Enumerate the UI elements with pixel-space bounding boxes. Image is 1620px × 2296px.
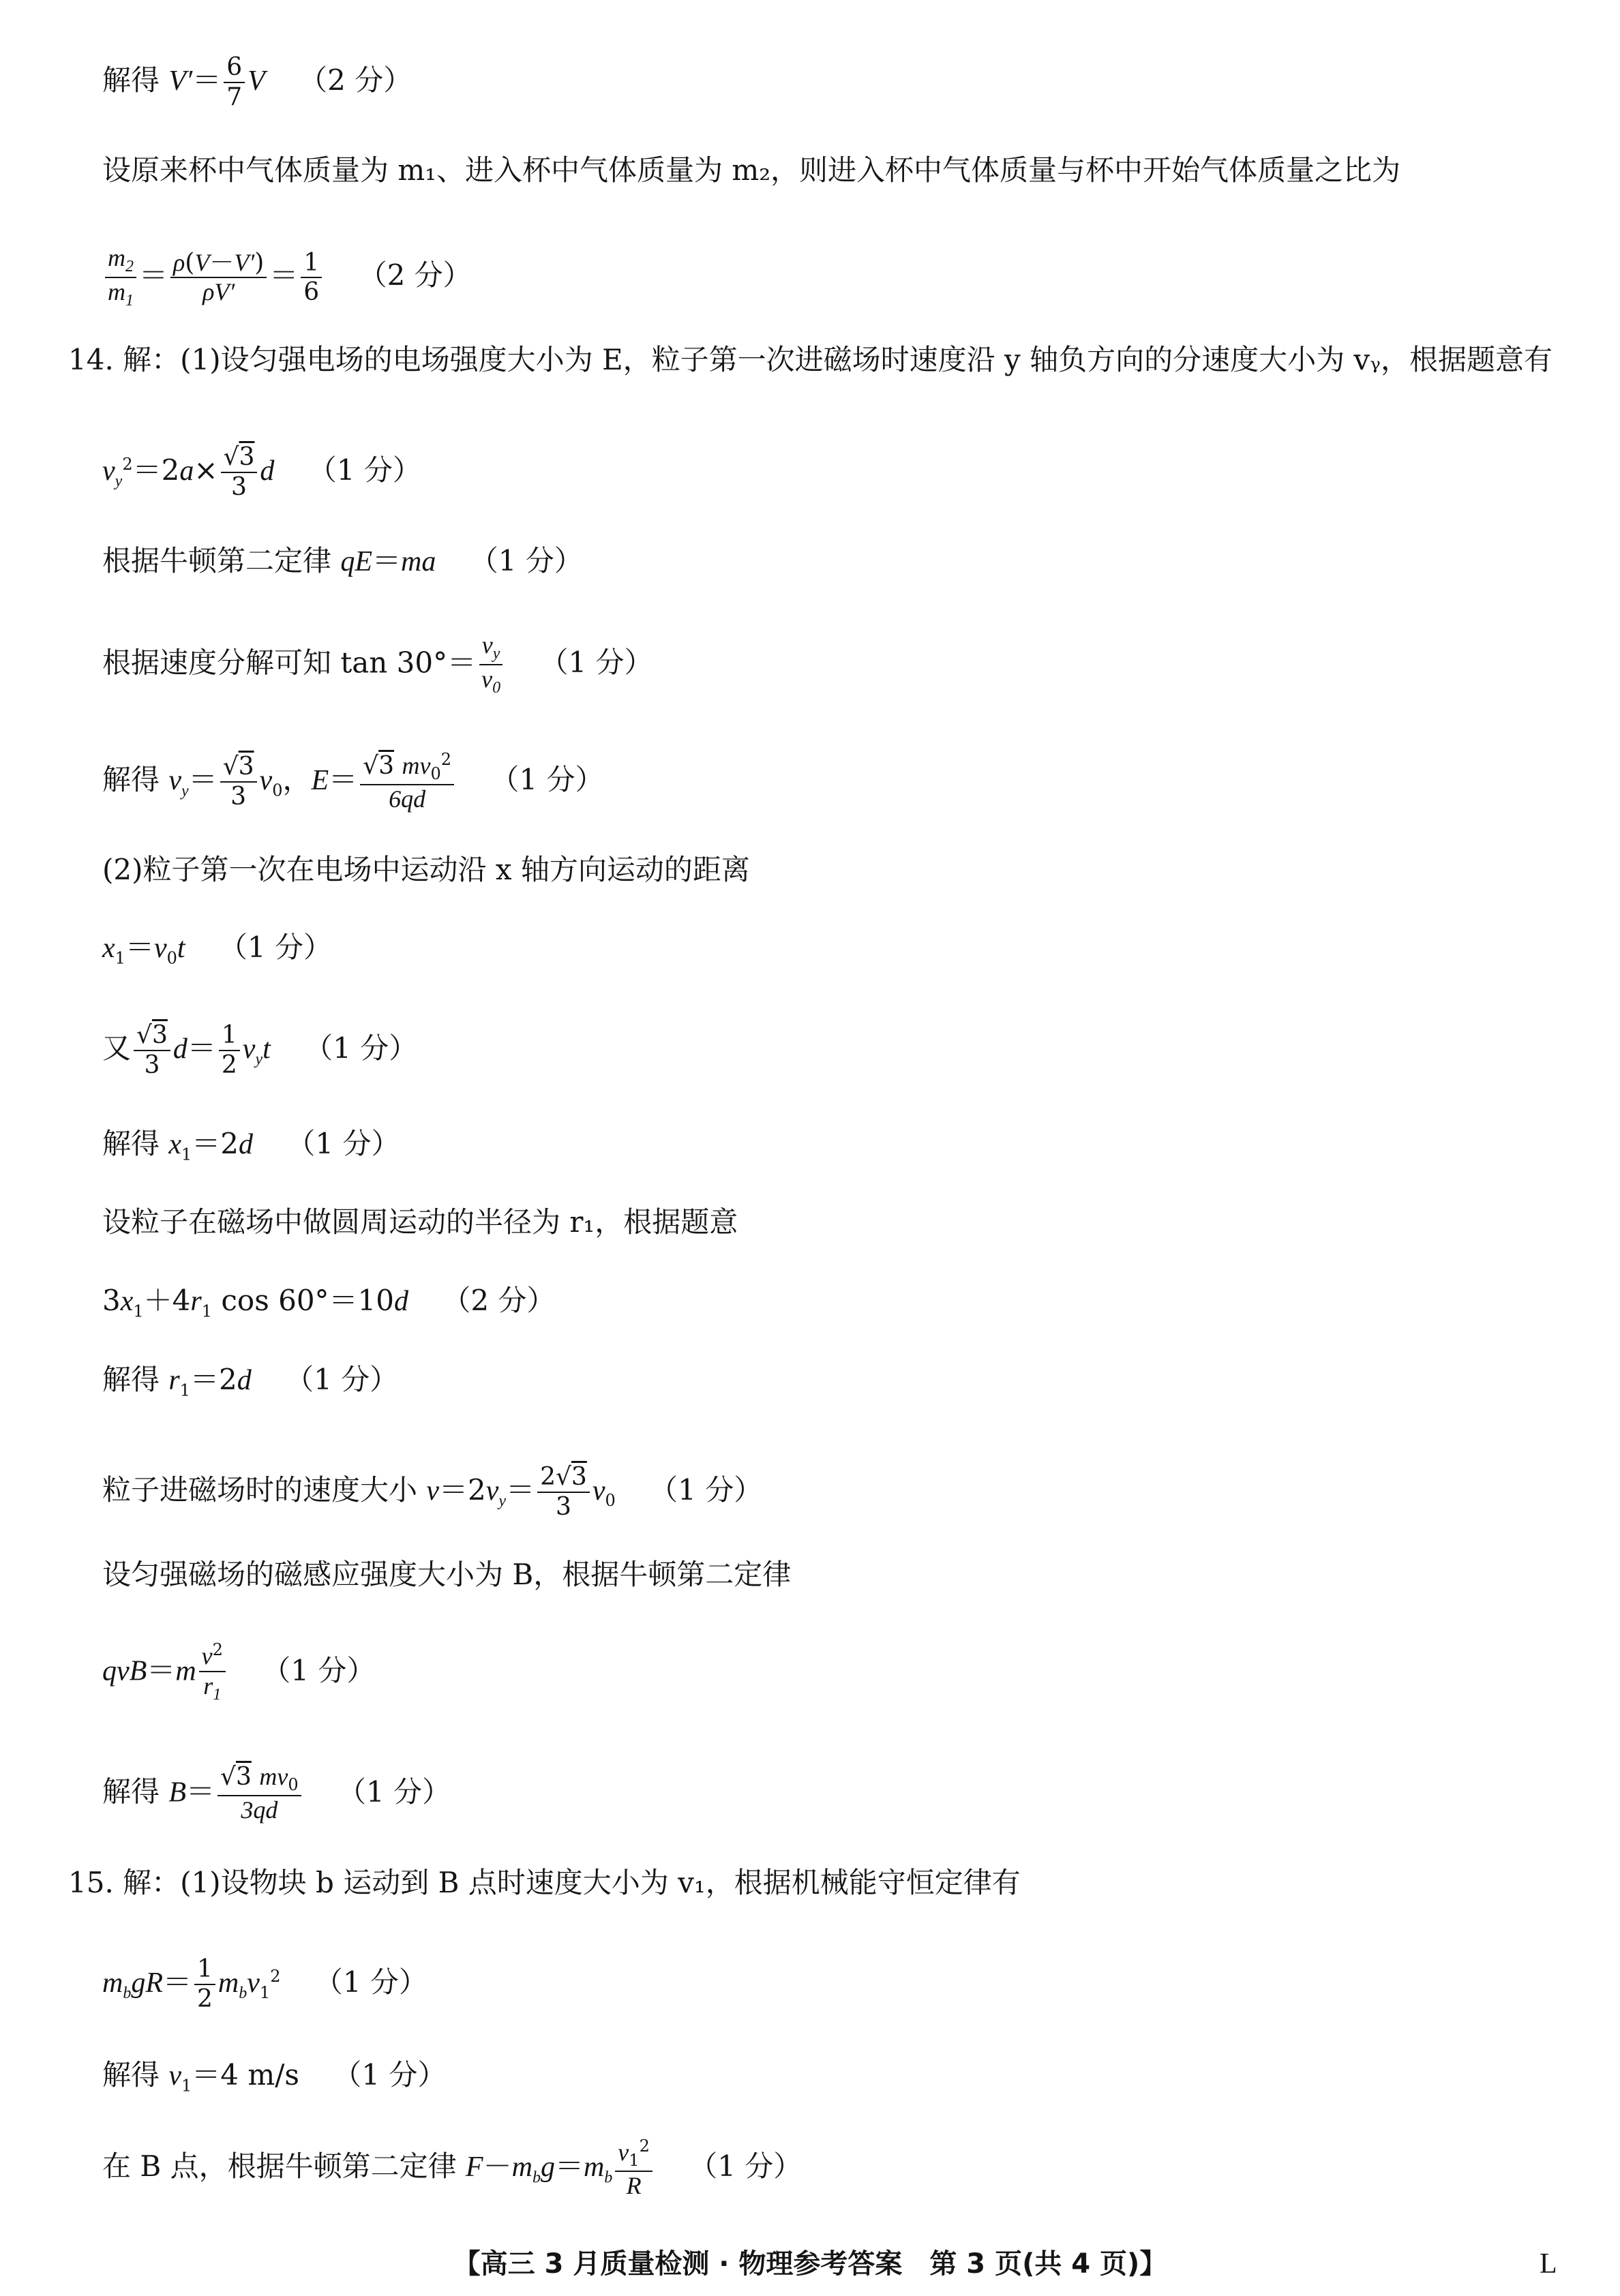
score: （1 分）	[689, 2149, 802, 2184]
answer-line: 解得 V′＝ $\frac{6}{7}$ V （2 分）	[102, 53, 412, 111]
score: （1 分）	[490, 763, 604, 797]
answer-line: $3x_1+4r_1$ cos 60°＝10d （2 分）	[102, 1284, 556, 1321]
score: （1 分）	[337, 1774, 451, 1809]
corner-mark: L	[1540, 2248, 1557, 2280]
answer-line: 解得 $x_1=2d$ （1 分）	[102, 1127, 400, 1164]
answer-line: $x_1=v_0t$ （1 分）	[102, 931, 332, 968]
answer-line: qvB＝m $\frac{v^2}{r_1}$ （1 分）	[102, 1640, 376, 1704]
answer-line: 根据牛顿第二定律 qE＝ma （1 分）	[102, 544, 583, 577]
answer-line: $v_y^2=2a\times$ $\frac{√3}{3}$ d （1 分）	[102, 443, 421, 501]
answer-line: $\frac{m_2}{m_1}$ ＝ $\frac{\rho(V-V')}{\rho V'}$ ＝ $\frac{1}{6}$ （2 分）	[102, 245, 472, 310]
score: （1 分）	[286, 1127, 400, 1160]
answer-line: $m_bgR=$ $\frac{1}{2}$ $m_bv_1^2$ （1 分）	[102, 1955, 427, 2013]
score: （1 分）	[469, 544, 583, 577]
answer-line: 解得 $r_1=2d$ （1 分）	[102, 1363, 399, 1400]
answer-line: 解得 $v_y=$ $\frac{√3}{3}$ $v_0$，E＝ $\frac{√3 mv_0^2}{6qd}$ （1 分）	[102, 750, 604, 813]
answer-line: 在 B 点，根据牛顿第二定律 $F-m_bg=m_b$ $\frac{v_1^2}{R}$ （1 分）	[102, 2136, 802, 2200]
score: （1 分）	[539, 646, 653, 680]
answer-line: 又 $\frac{√3}{3}$ d＝ $\frac{1}{2}$ $v_yt$ （1 分）	[102, 1021, 418, 1079]
answer-line: 设粒子在磁场中做圆周运动的半径为 r₁，根据题意	[102, 1205, 738, 1239]
answer-line: 设匀强磁场的磁感应强度大小为 B，根据牛顿第二定律	[102, 1558, 792, 1591]
answer-line: 解得 B＝ $\frac{√3 mv_0}{3qd}$ （1 分）	[102, 1763, 451, 1824]
score: （1 分）	[308, 453, 421, 487]
answer-line: 设原来杯中气体质量为 m₁、进入杯中气体质量为 m₂，则进入杯中气体质量与杯中开始气体质量之比为	[102, 153, 1401, 187]
score: （1 分）	[314, 1965, 427, 1999]
score: （1 分）	[649, 1472, 763, 1507]
score: （1 分）	[333, 2058, 447, 2091]
answer-line: (2)粒子第一次在电场中运动沿 x 轴方向运动的距离	[102, 853, 750, 886]
answer-line: 解得 $v_1=4$ m/s （1 分）	[102, 2058, 447, 2096]
answer-line: 根据速度分解可知 tan 30°＝ $\frac{v_y}{v_0}$ （1 分）	[102, 631, 653, 697]
score: （1 分）	[262, 1653, 376, 1687]
score: （2 分）	[299, 63, 412, 97]
score: （1 分）	[218, 931, 332, 964]
score: （1 分）	[304, 1031, 418, 1065]
score: （2 分）	[442, 1284, 556, 1317]
score: （1 分）	[285, 1363, 399, 1396]
question-line: 14. 解：(1)设匀强电场的电场强度大小为 E，粒子第一次进磁场时速度沿 y 轴负方向的分速度大小为 vᵧ，根据题意有	[68, 343, 1552, 376]
score: （2 分）	[358, 258, 472, 292]
answer-line: 粒子进磁场时的速度大小 $v=2v_y=$ $\frac{2√3}{3}$ $v_0$ （1 分）	[102, 1463, 763, 1521]
question-line: 15. 解：(1)设物块 b 运动到 B 点时速度大小为 v₁，根据机械能守恒定律有	[68, 1866, 1021, 1899]
page-footer: 【高三 3 月质量检测 · 物理参考答案 第 3 页(共 4 页)】	[453, 2248, 1167, 2280]
